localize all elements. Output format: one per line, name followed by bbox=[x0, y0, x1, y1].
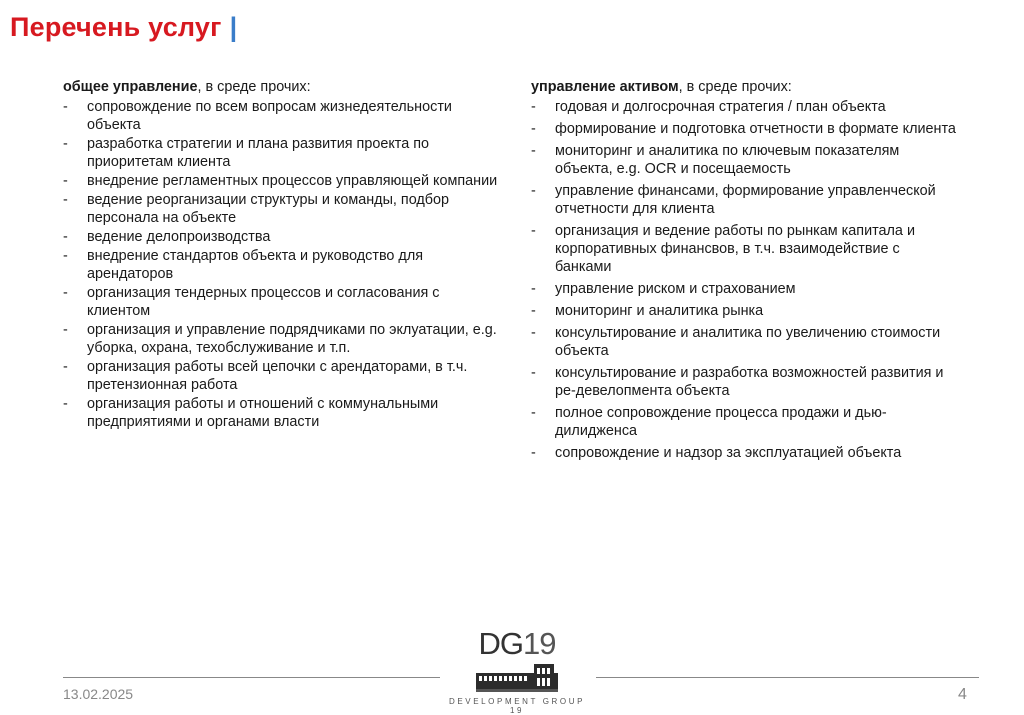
bullet-dash: - bbox=[531, 183, 536, 199]
list-item bbox=[531, 182, 956, 218]
list-item bbox=[63, 98, 503, 134]
slide-title bbox=[10, 12, 237, 43]
list-item bbox=[63, 135, 503, 171]
general-management-column bbox=[63, 78, 503, 432]
bullet-dash: - bbox=[531, 445, 536, 461]
list-item bbox=[531, 222, 956, 276]
bullet-dash: - bbox=[63, 136, 68, 152]
title-accent-bar: | bbox=[229, 12, 238, 42]
bullet-dash: - bbox=[531, 303, 536, 319]
general-management-heading bbox=[63, 78, 503, 96]
footer-divider-right bbox=[596, 677, 979, 678]
list-item bbox=[531, 120, 956, 138]
list-item-text: организация и управление подрядчиками по эклуатации, e.g. уборка, охрана, техобслуживание и т.п. bbox=[87, 322, 497, 356]
list-item-text: мониторинг и аналитика рынка bbox=[555, 303, 764, 319]
list-item-text: сопровождение по всем вопросам жизнедеятельности объекта bbox=[87, 99, 452, 133]
list-item-text: консультирование и разработка возможностей развития и ре-девелопмента объекта bbox=[555, 365, 944, 399]
bullet-dash: - bbox=[63, 192, 68, 208]
list-item-text: управление финансами, формирование управленческой отчетности для клиента bbox=[555, 183, 936, 217]
list-item-text: управление риском и страхованием bbox=[555, 281, 796, 297]
logo-mark-bold: DG bbox=[478, 626, 523, 661]
general-management-list bbox=[63, 98, 503, 431]
list-item-text: внедрение регламентных процессов управляющей компании bbox=[87, 173, 498, 189]
list-item bbox=[531, 324, 956, 360]
list-item bbox=[531, 404, 956, 440]
bullet-dash: - bbox=[63, 322, 68, 338]
list-item-text: полное сопровождение процесса продажи и дью-дилидженса bbox=[555, 405, 887, 439]
asset-management-heading bbox=[531, 78, 956, 96]
list-item bbox=[63, 321, 503, 357]
heading-rest: , в среде прочих: bbox=[197, 79, 311, 95]
list-item-text: сопровождение и надзор за эксплуатацией объекта bbox=[555, 445, 902, 461]
bullet-dash: - bbox=[63, 396, 68, 412]
bullet-dash: - bbox=[531, 223, 536, 239]
list-item-text: ведение делопроизводства bbox=[87, 229, 271, 245]
bullet-dash: - bbox=[531, 365, 536, 381]
footer-date: 13.02.2025 bbox=[63, 686, 134, 702]
bullet-dash: - bbox=[531, 121, 536, 137]
list-item-text: организация и ведение работы по рынкам капитала и корпоративных финансвов, в т.ч. взаимодействие с банками bbox=[555, 223, 915, 275]
building-icon bbox=[476, 664, 558, 692]
bullet-dash: - bbox=[531, 405, 536, 421]
list-item bbox=[531, 444, 956, 462]
list-item bbox=[531, 142, 956, 178]
bullet-dash: - bbox=[531, 99, 536, 115]
heading-rest: , в среде прочих: bbox=[678, 79, 792, 95]
logo-mark-light: 19 bbox=[523, 626, 556, 661]
asset-management-list bbox=[531, 98, 956, 462]
logo-mark bbox=[442, 626, 592, 662]
list-item-text: формирование и подготовка отчетности в формате клиента bbox=[555, 121, 956, 137]
list-item bbox=[63, 172, 503, 190]
list-item-text: организация работы и отношений с коммунальными предприятиями и органами власти bbox=[87, 396, 439, 430]
bullet-dash: - bbox=[63, 248, 68, 264]
list-item bbox=[63, 191, 503, 227]
dg19-logo bbox=[442, 626, 592, 715]
list-item-text: мониторинг и аналитика по ключевым показателям объекта, e.g. OCR и посещаемость bbox=[555, 143, 900, 177]
logo-subtitle: DEVELOPMENT GROUP 19 bbox=[448, 697, 586, 715]
list-item bbox=[63, 228, 503, 246]
list-item-text: организация работы всей цепочки с арендаторами, в т.ч. претензионная работа bbox=[87, 359, 468, 393]
list-item-text: консультирование и аналитика по увеличению стоимости объекта bbox=[555, 325, 941, 359]
list-item bbox=[531, 302, 956, 320]
list-item bbox=[63, 395, 503, 431]
bullet-dash: - bbox=[531, 143, 536, 159]
list-item-text: годовая и долгосрочная стратегия / план объекта bbox=[555, 99, 886, 115]
list-item bbox=[531, 364, 956, 400]
list-item bbox=[63, 358, 503, 394]
list-item-text: разработка стратегии и плана развития проекта по приоритетам клиента bbox=[87, 136, 430, 170]
page-number: 4 bbox=[958, 686, 967, 703]
list-item bbox=[531, 98, 956, 116]
heading-bold: общее управление bbox=[63, 79, 198, 95]
list-item bbox=[63, 247, 503, 283]
heading-bold: управление активом bbox=[531, 79, 679, 95]
footer-divider-left bbox=[63, 677, 440, 678]
list-item bbox=[63, 284, 503, 320]
list-item-text: внедрение стандартов объекта и руководство для арендаторов bbox=[87, 248, 424, 282]
list-item-text: ведение реорганизации структуры и команды, подбор персонала на объекте bbox=[87, 192, 450, 226]
list-item bbox=[531, 280, 956, 298]
list-item-text: организация тендерных процессов и согласования с клиентом bbox=[87, 285, 440, 319]
bullet-dash: - bbox=[63, 173, 68, 189]
asset-management-column bbox=[531, 78, 956, 466]
bullet-dash: - bbox=[63, 229, 68, 245]
bullet-dash: - bbox=[63, 99, 68, 115]
bullet-dash: - bbox=[531, 281, 536, 297]
bullet-dash: - bbox=[63, 359, 68, 375]
slide-title-text: Перечень услуг bbox=[10, 12, 222, 42]
bullet-dash: - bbox=[531, 325, 536, 341]
bullet-dash: - bbox=[63, 285, 68, 301]
